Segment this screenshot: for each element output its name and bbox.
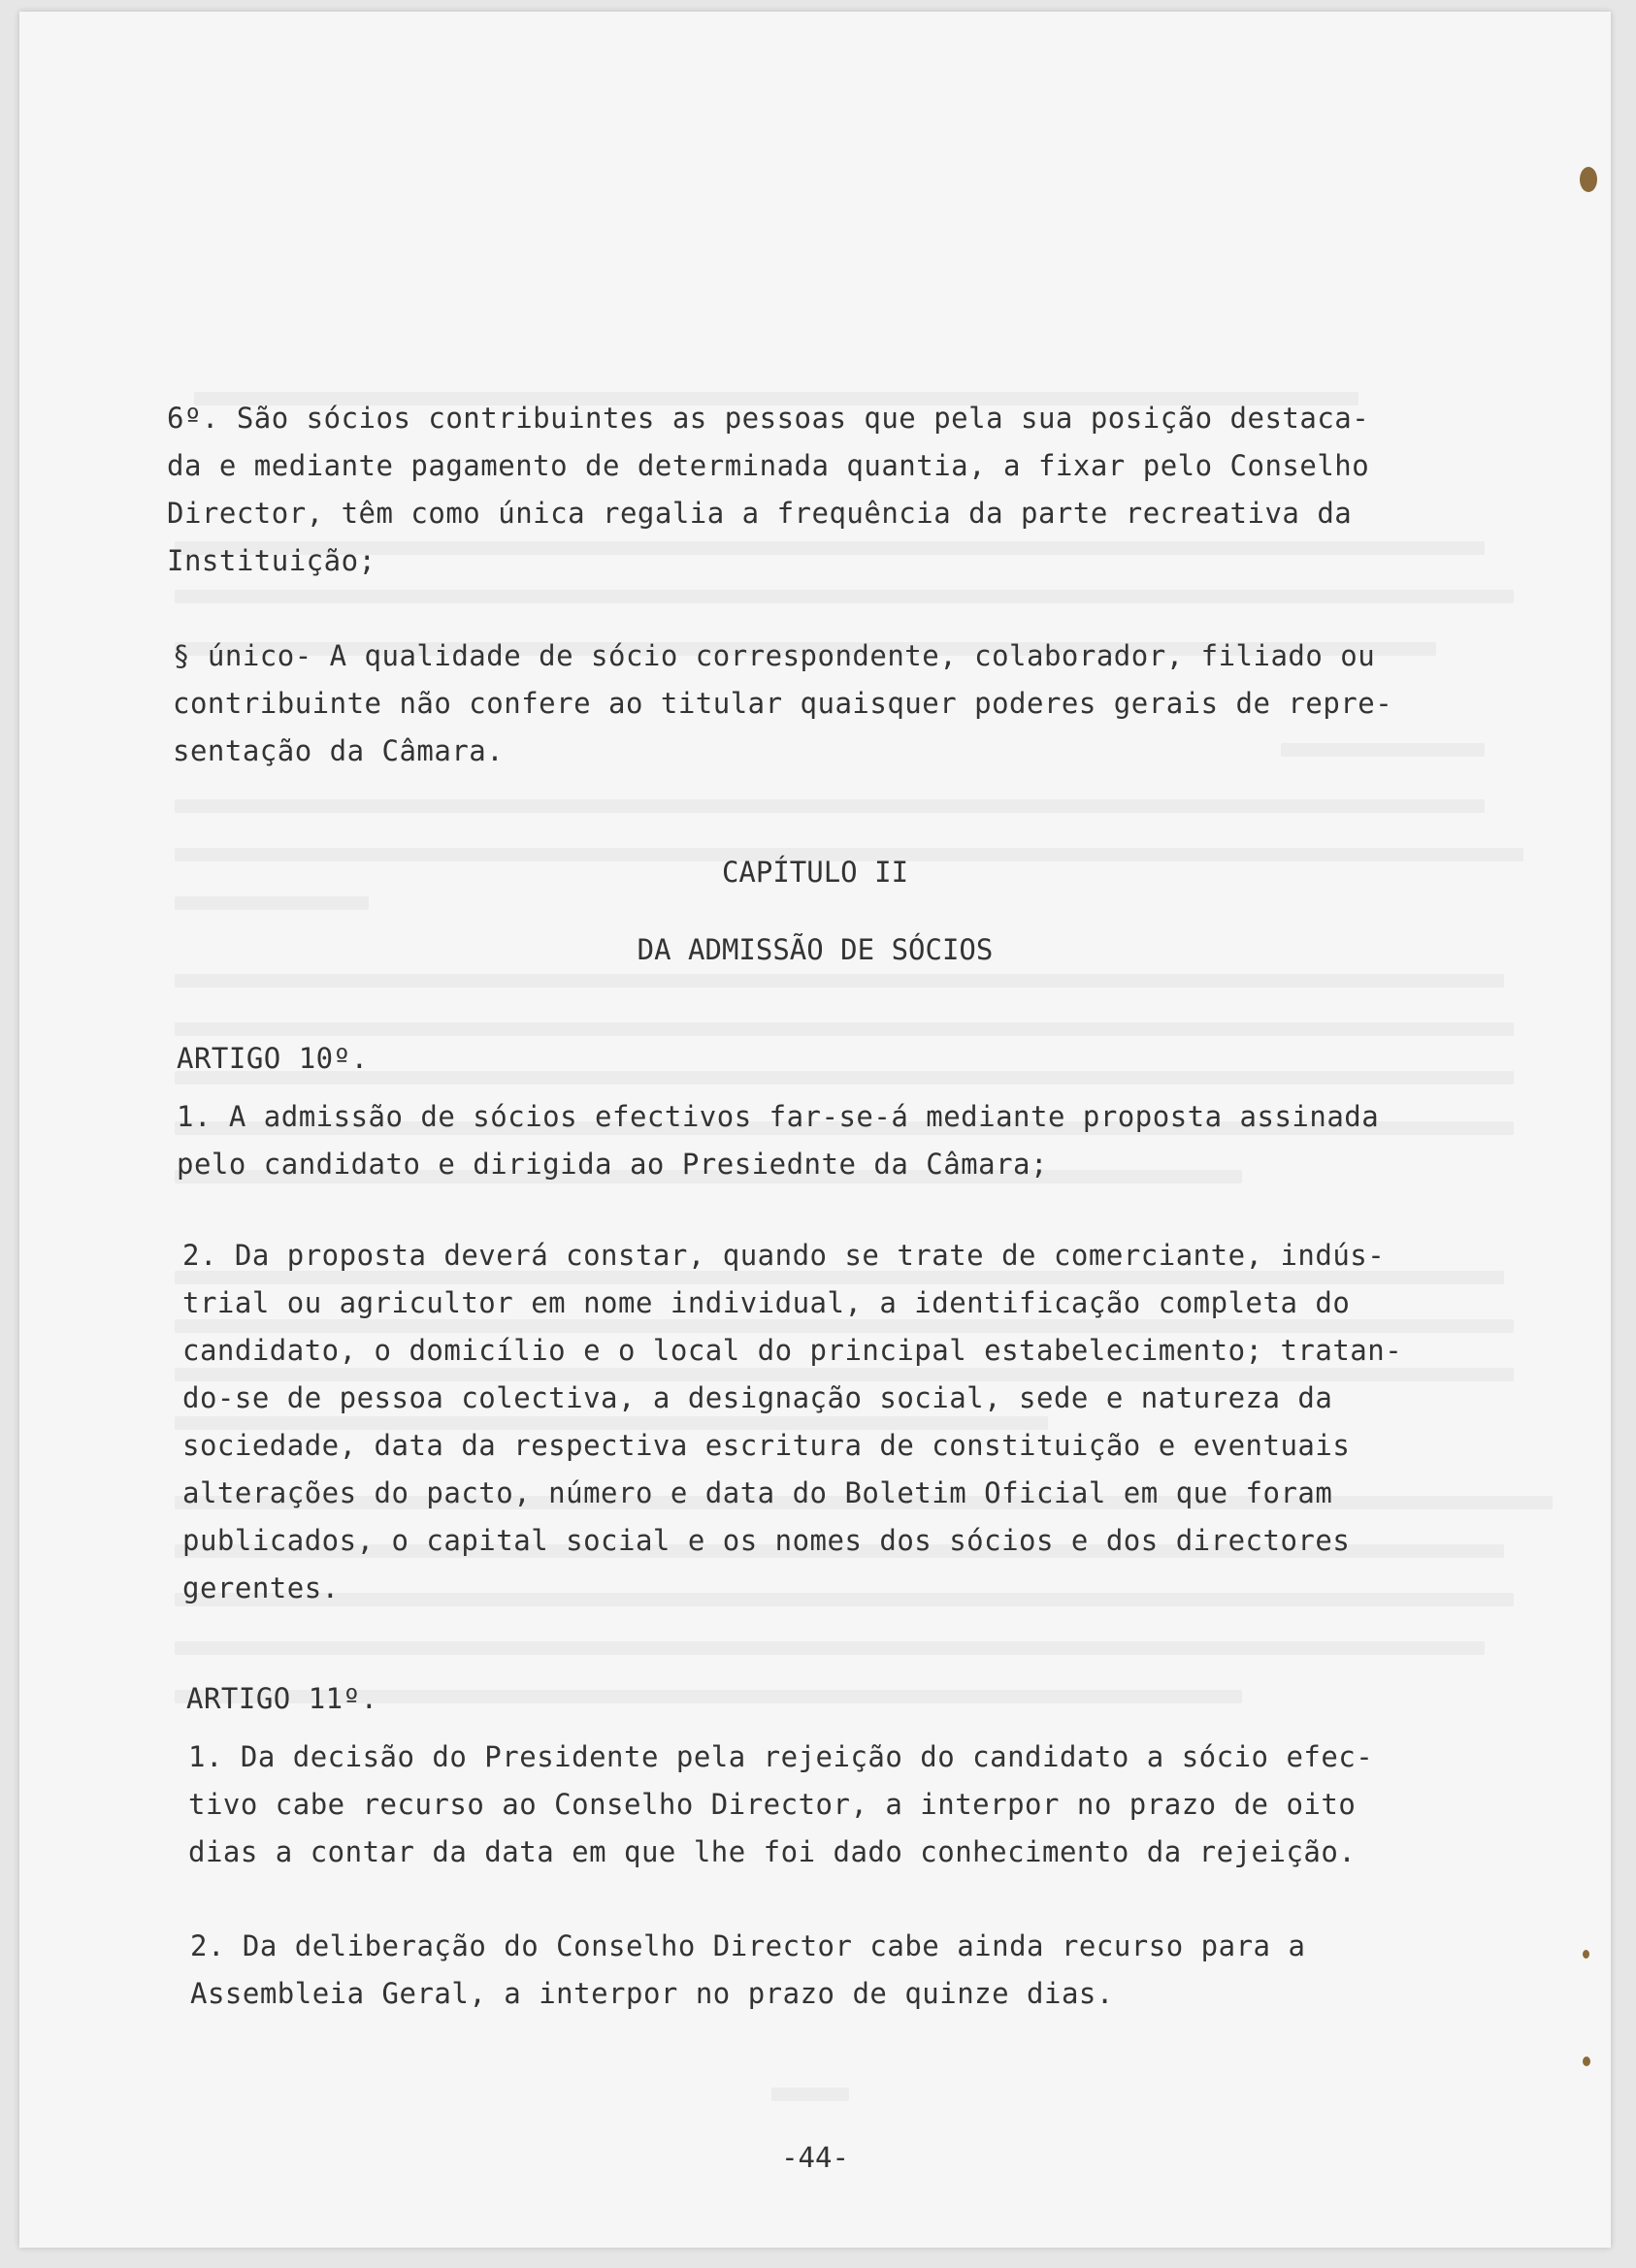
text-line: dias a contar da data em que lhe foi dado conhecimento da rejeição. [188,1835,1357,1868]
text-line: tivo cabe recurso ao Conselho Director, a interpor no prazo de oito [188,1788,1357,1821]
page-number: -44- [781,2141,849,2174]
text-line: gerentes. [182,1571,340,1604]
article-11-item-2 [190,1923,1305,2018]
chapter-title: CAPÍTULO II [721,856,909,889]
text-line: do-se de pessoa colectiva, a designação social, sede e natureza da [182,1381,1333,1414]
article-10-item-2 [182,1232,1402,1612]
text-line: Director, têm como única regalia a frequência da parte recreativa da [167,497,1353,530]
text-line: 1. A admissão de sócios efectivos far-se-á mediante proposta assinada [177,1100,1380,1133]
text-line: contribuinte não confere ao titular quaisquer poderes gerais de repre- [173,687,1393,720]
text-line: § único- A qualidade de sócio correspondente, colaborador, filiado ou [173,639,1376,672]
text-line: alterações do pacto, número e data do Boletim Oficial em que foram [182,1476,1333,1509]
text-line: da e mediante pagamento de determinada quantia, a fixar pelo Conselho [167,449,1370,482]
stain-mark [1583,1950,1589,1959]
paragraph-unico [173,632,1392,775]
text-line: 2. Da deliberação do Conselho Director cabe ainda recurso para a [190,1929,1306,1962]
article-11-item-1 [188,1733,1373,1876]
text-line: Instituição; [167,544,376,577]
paragraph-socios-contribuintes [167,395,1369,585]
article-10-item-1 [177,1093,1379,1188]
text-line: 2. Da proposta deverá constar, quando se trate de comerciante, indús- [182,1239,1386,1272]
text-line: candidato, o domicílio e o local do principal estabelecimento; tratan- [182,1334,1403,1367]
text-line: pelo candidato e dirigida ao Presiednte da Câmara; [177,1148,1048,1181]
document-page [19,12,1611,2248]
text-line: trial ou agricultor em nome individual, a identificação completa do [182,1286,1351,1319]
article-10-heading: ARTIGO 10º. [177,1042,369,1075]
stain-mark [1583,2057,1590,2066]
text-line: 6º. São sócios contribuintes as pessoas que pela sua posição destaca- [167,402,1370,435]
chapter-subtitle: DA ADMISSÃO DE SÓCIOS [637,933,994,966]
stain-mark [1580,167,1597,192]
text-line: sociedade, data da respectiva escritura de constituição e eventuais [182,1429,1351,1462]
text-line: publicados, o capital social e os nomes dos sócios e dos directores [182,1524,1351,1557]
text-line: Assembleia Geral, a interpor no prazo de quinze dias. [190,1977,1114,2010]
text-line: sentação da Câmara. [173,734,505,767]
text-line: 1. Da decisão do Presidente pela rejeição do candidato a sócio efec- [188,1740,1374,1773]
article-11-heading: ARTIGO 11º. [186,1682,378,1715]
